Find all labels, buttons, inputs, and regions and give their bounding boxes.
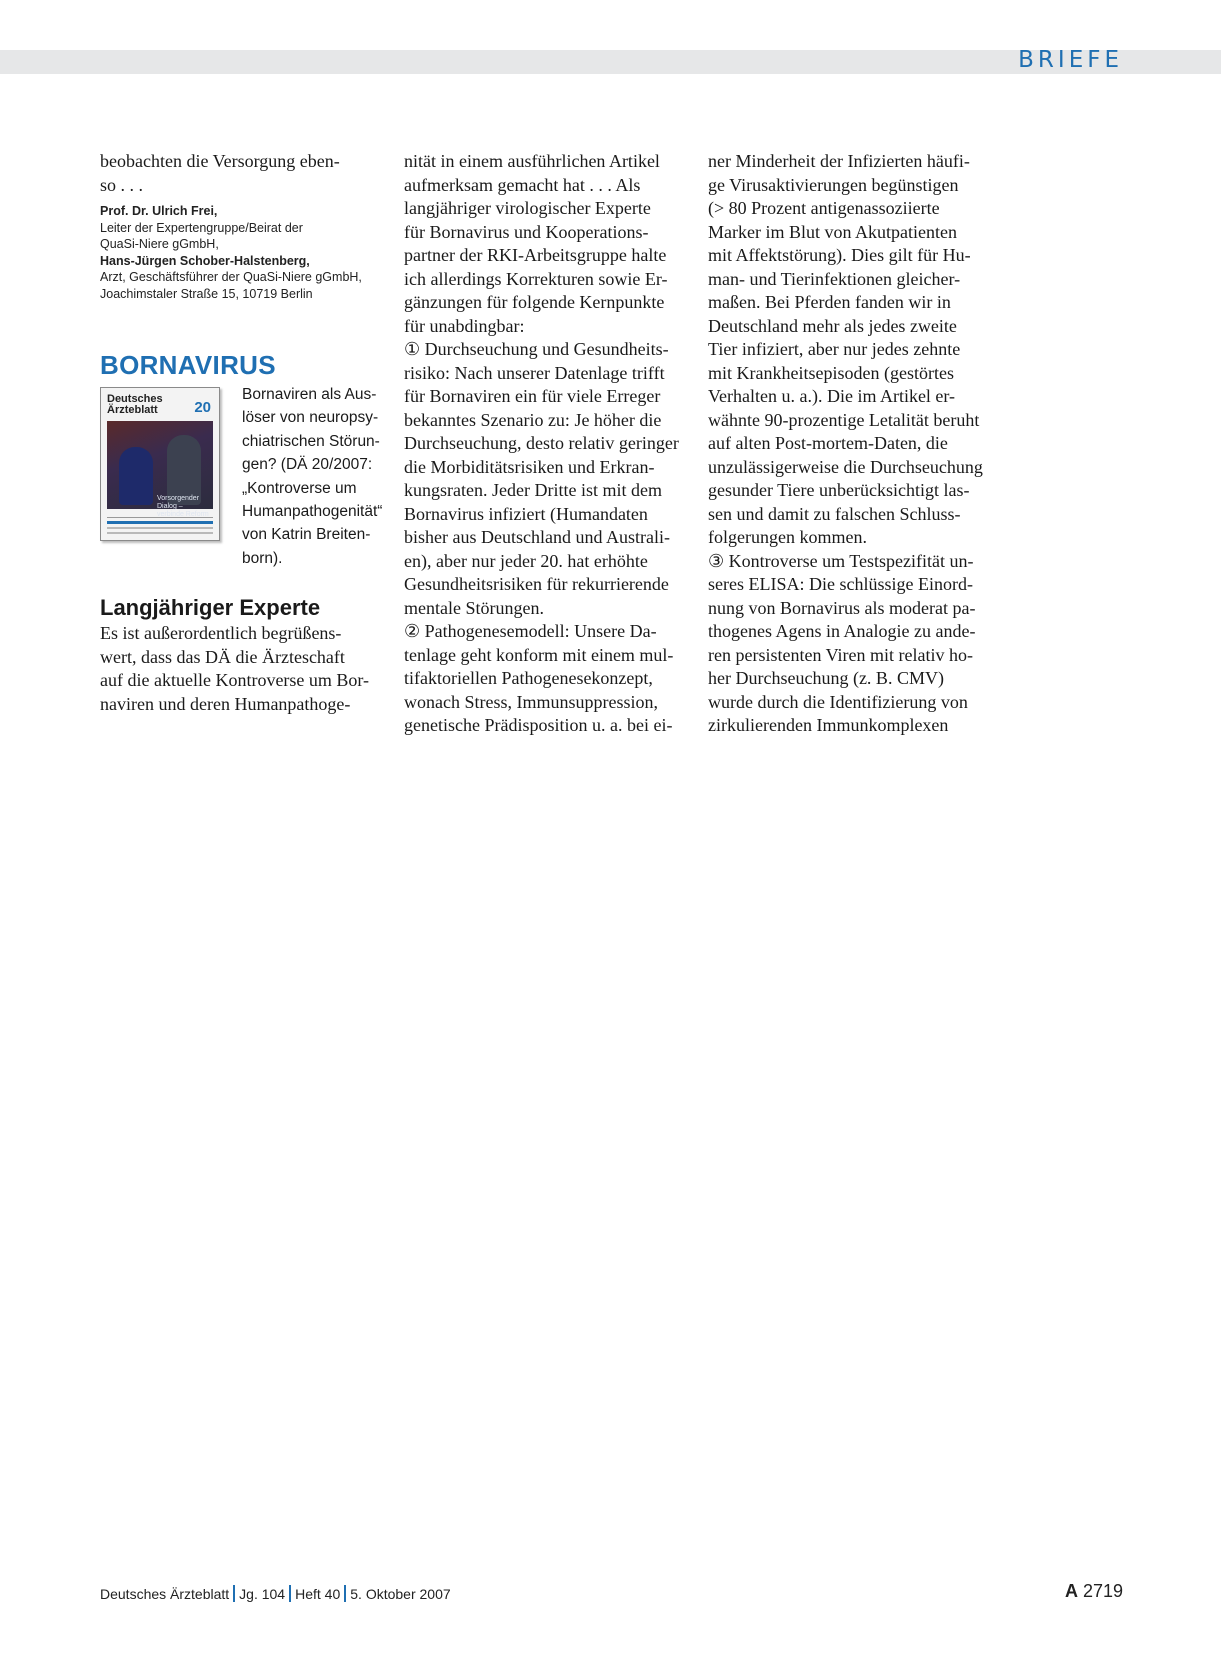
magazine-cover-thumbnail bbox=[100, 387, 220, 541]
text-line: bekanntes Szenario zu: Je höher die bbox=[404, 409, 662, 430]
text-line: wert, dass das DÄ die Ärzteschaft bbox=[100, 646, 345, 667]
text-line: en), aber nur jeder 20. hat erhöhte bbox=[404, 550, 648, 571]
text-line: wonach Stress, Immunsuppression, bbox=[404, 691, 658, 712]
text-line: Durchseuchung, desto relativ geringer bbox=[404, 433, 679, 453]
text-line: bisher aus Deutschland und Australi- bbox=[404, 527, 670, 547]
text-line: beobachten die Versorgung eben- bbox=[100, 151, 340, 171]
text-line: partner der RKI-Arbeitsgruppe halte bbox=[404, 245, 667, 265]
text-line: Es ist außerordentlich begrüßens- bbox=[100, 623, 342, 644]
cover-photo bbox=[107, 421, 213, 518]
signature-line: Leiter der Expertengruppe/Beirat der bbox=[100, 220, 303, 235]
letter-body-start bbox=[100, 622, 390, 716]
text-line: wähnte 90-prozentige Letalität beruht bbox=[708, 409, 980, 430]
text-line: mit Krankheitsepisoden (gestörtes bbox=[708, 362, 954, 383]
reference-line: gen? (DÄ 20/2007: bbox=[242, 456, 373, 474]
text-line: ich allerdings Korrekturen sowie Er- bbox=[404, 268, 668, 289]
text-line: naviren und deren Humanpathoge- bbox=[100, 693, 351, 714]
intro-text bbox=[100, 150, 390, 197]
article-reference bbox=[242, 383, 382, 570]
text-line: Bornavirus infiziert (Humandaten bbox=[404, 503, 648, 524]
text-line: nität in einem ausführlichen Artikel bbox=[404, 151, 660, 171]
letter-subheadline: Langjähriger Experte bbox=[100, 595, 321, 621]
signature-name: Prof. Dr. Ulrich Frei, bbox=[100, 204, 218, 218]
text-line: für Bornavirus und Kooperations- bbox=[404, 221, 649, 242]
text-line: her Durchseuchung (z. B. CMV) bbox=[708, 668, 944, 688]
signature-address: Joachimstaler Straße 15, 10719 Berlin bbox=[100, 286, 313, 301]
footer-separator bbox=[344, 1585, 346, 1602]
text-line: (> 80 Prozent antigenassoziierte bbox=[708, 198, 940, 218]
text-line: langjähriger virologischer Experte bbox=[404, 198, 651, 218]
text-line: risiko: Nach unserer Datenlage trifft bbox=[404, 362, 665, 383]
column-3 bbox=[708, 150, 998, 738]
column-2 bbox=[404, 150, 694, 738]
reference-box bbox=[100, 383, 390, 570]
reference-line: löser von neuropsy- bbox=[242, 409, 379, 427]
signature-block bbox=[100, 203, 390, 302]
text-line: für unabdingbar: bbox=[404, 315, 525, 336]
text-line: auf die aktuelle Kontroverse um Bor- bbox=[100, 670, 370, 691]
text-line: die Morbiditätsrisiken und Erkran- bbox=[404, 456, 655, 477]
text-line: nung von Bornavirus als moderat pa- bbox=[708, 597, 976, 618]
footer-citation bbox=[100, 1585, 451, 1602]
page-number-value: 2719 bbox=[1082, 1581, 1123, 1601]
footer-journal: Deutsches Ärzteblatt bbox=[100, 1586, 230, 1602]
signature-name: Hans-Jürgen Schober-Halstenberg, bbox=[100, 253, 310, 268]
text-line: Verhalten u. a.). Die im Artikel er- bbox=[708, 386, 956, 406]
text-line: tifaktoriellen Pathogenesekonzept, bbox=[404, 668, 653, 688]
text-line: Deutschland mehr als jedes zweite bbox=[708, 315, 957, 336]
text-line: ner Minderheit der Infizierten häufi- bbox=[708, 151, 970, 171]
text-line: so . . . bbox=[100, 174, 144, 195]
text-line: zirkulierenden Immunkomplexen bbox=[708, 715, 949, 735]
text-line: sen und damit zu falschen Schluss- bbox=[708, 503, 961, 524]
section-label: BRIEFE bbox=[1018, 47, 1123, 73]
text-line: Gesundheitsrisiken für rekurrierende bbox=[404, 574, 669, 594]
text-line: maßen. Bei Pferden fanden wir in bbox=[708, 292, 951, 312]
text-line: tenlage geht konform mit einem mul- bbox=[404, 644, 674, 665]
reference-line: Humanpathogenität“ bbox=[242, 503, 383, 521]
text-line: gesunder Tiere unberücksichtigt las- bbox=[708, 480, 970, 500]
footer-separator bbox=[233, 1585, 235, 1602]
text-line: seres ELISA: Die schlüssige Einord- bbox=[708, 574, 973, 594]
text-line: ren persistenten Viren mit relativ ho- bbox=[708, 644, 974, 665]
text-line: ge Virusaktivierungen begünstigen bbox=[708, 174, 959, 195]
footer-issue: Heft 40 bbox=[295, 1586, 341, 1602]
text-line: folgerungen kommen. bbox=[708, 527, 867, 547]
text-line: unzulässigerweise die Durchseuchung bbox=[708, 456, 983, 477]
text-line: auf alten Post-mortem-Daten, die bbox=[708, 433, 948, 453]
footer-separator bbox=[289, 1585, 291, 1602]
reference-line: born). bbox=[242, 549, 283, 567]
cover-footer-lines bbox=[107, 517, 213, 532]
text-line: gänzungen für folgende Kernpunkte bbox=[404, 292, 665, 312]
text-line: mentale Störungen. bbox=[404, 597, 544, 618]
reference-line: „Kontroverse um bbox=[242, 479, 357, 497]
text-line: man- und Tierinfektionen gleicher- bbox=[708, 268, 961, 289]
text-line: ③ Kontroverse um Testspezifität un- bbox=[708, 550, 974, 571]
reference-line: Bornaviren als Aus- bbox=[242, 386, 377, 403]
cover-person-figure bbox=[119, 447, 153, 505]
footer-date: 5. Oktober 2007 bbox=[350, 1586, 451, 1602]
text-line: genetische Prädisposition u. a. bei ei- bbox=[404, 715, 673, 735]
footer-volume: Jg. 104 bbox=[239, 1586, 286, 1602]
text-line: thogenes Agens in Analogie zu ande- bbox=[708, 621, 976, 641]
text-line: kungsraten. Jeder Dritte ist mit dem bbox=[404, 480, 662, 500]
text-line: mit Affektstörung). Dies gilt für Hu- bbox=[708, 245, 971, 265]
text-line: wurde durch die Identifizierung von bbox=[708, 691, 968, 712]
page-number bbox=[1065, 1581, 1123, 1602]
signature-line: Arzt, Geschäftsführer der QuaSi-Niere gGmbH, bbox=[100, 270, 362, 284]
text-line: Tier infiziert, aber nur jedes zehnte bbox=[708, 339, 961, 359]
signature-line: QuaSi-Niere gGmbH, bbox=[100, 237, 219, 251]
text-line: Marker im Blut von Akutpatienten bbox=[708, 221, 957, 242]
text-line: für Bornaviren ein für viele Erreger bbox=[404, 386, 661, 406]
text-line: ① Durchseuchung und Gesundheits- bbox=[404, 339, 669, 359]
text-line: ② Pathogenesemodell: Unsere Da- bbox=[404, 621, 657, 641]
page-prefix: A bbox=[1064, 1581, 1078, 1601]
cover-title: Deutsches Ärzteblatt bbox=[107, 393, 163, 416]
letter-headline: BORNAVIRUS bbox=[100, 350, 276, 380]
cover-issue-number: 20 bbox=[194, 399, 211, 416]
reference-line: chiatrischen Störun- bbox=[242, 432, 380, 450]
column-1 bbox=[100, 150, 390, 716]
text-line: aufmerksam gemacht hat . . . Als bbox=[404, 174, 641, 195]
cover-caption: Vorsorgender Dialog – verbinde Reform bbox=[157, 495, 209, 518]
reference-line: von Katrin Breiten- bbox=[242, 526, 371, 544]
